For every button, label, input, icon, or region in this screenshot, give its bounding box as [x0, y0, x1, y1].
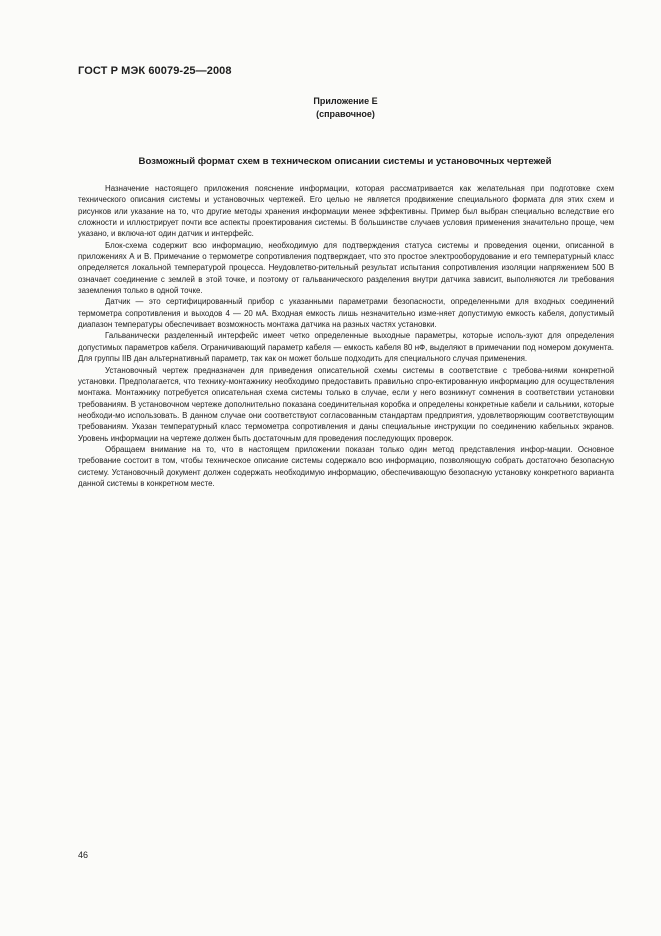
- paragraph: Установочный чертеж предназначен для приведения описательной схемы системы в соответствие с требова-ниями конкретной установки. Предполагается, что технику-монтажнику необходимо предоставить правильно спро-ектированную информацию для осуществления монтажа. Монтажнику потребуется описательная схема системы только в случае, если у него возникнут сомнения в соответствии установки требованиям. В установочном чертеже дополнительно показана соединительная коробка и определены конкретные кабели и сальники, которые необходи-мо использовать. В данном случае они соответствуют согласованным стандартам предприятия, удовлетворяющим соответствующим требованиям. Указан температурный класс термометра сопротивления и даны специальные инструкции по соединению кабельных экранов. Уровень информации на чертеже должен быть достаточным для проведения последующих проверок.: [78, 365, 614, 443]
- paragraph: Гальванически разделенный интерфейс имеет четко определенные выходные параметры, которые исполь-зуют для определения допустимых параметров кабеля. Ограничивающий параметр кабеля — емкость кабеля 80 нФ, выделяют в примечании под номером документа. Для группы IIВ дан альтернативный параметр, так как он может больше подходить для специального случая применения.: [78, 331, 614, 364]
- body-text: [78, 183, 614, 489]
- paragraph: Блок-схема содержит всю информацию, необходимую для подтверждения статуса системы и проведения оценки, описанной в приложениях А и В. Примечание о термометре сопротивления подтверждает, что это простое электрооборудование и его температурный класс определяется локальной температурой процесса. Неудовлетво-рительный результат испытания сопротивления изоляции напряжением 500 В означает соединение с землей в этой точке, и поэтому от гальванического разделения внутри датчика зависит, выполняются ли требования заземления только в одной точке.: [78, 240, 614, 296]
- paragraph: Назначение настоящего приложения пояснение информации, которая рассматривается как желательная при подготовке схем технического описания системы и установочных чертежей. Его целью не является продвижение специального формата для этих схем и рисунков или указание на то, что другие методы хранения информации менее эффективны. Пример был выбран специально вследствие его сложности и иллюстрирует почти все аспекты проектирования системы. В большинстве случаев условия применения значительно проще, чем указано, и включа-ют один датчик и интерфейс.: [78, 184, 614, 239]
- page-number: 46: [78, 850, 89, 860]
- appendix-heading: [0, 95, 661, 120]
- document-header: ГОСТ Р МЭК 60079-25—2008: [78, 65, 232, 77]
- paragraph: Датчик — это сертифицированный прибор с указанными параметрами безопасности, определенными для входных соединений термометра сопротивления и выходов 4 — 20 мА. Входная емкость лишь незначительно изме-няет допустимую емкость кабеля, допустимый диапазон температуры обеспечивает возможность монтажа датчика на разных частях установки.: [78, 297, 614, 330]
- section-title: Возможный формат схем в техническом описании системы и установочных чертежей: [138, 156, 552, 167]
- appendix-note: (справочное): [316, 108, 375, 119]
- appendix-label: Приложение Е: [313, 96, 378, 106]
- paragraph: Обращаем внимание на то, что в настоящем приложении показан только один метод представления инфор-мации. Основное требование состоит в том, чтобы техническое описание системы содержало всю информацию, позволяющую собрать достаточно безопасную систему. Установочный документ должен содержать необходимую информацию, обеспечивающую безопасную установку конкретного варианта данной системы в конкретном месте.: [78, 444, 614, 488]
